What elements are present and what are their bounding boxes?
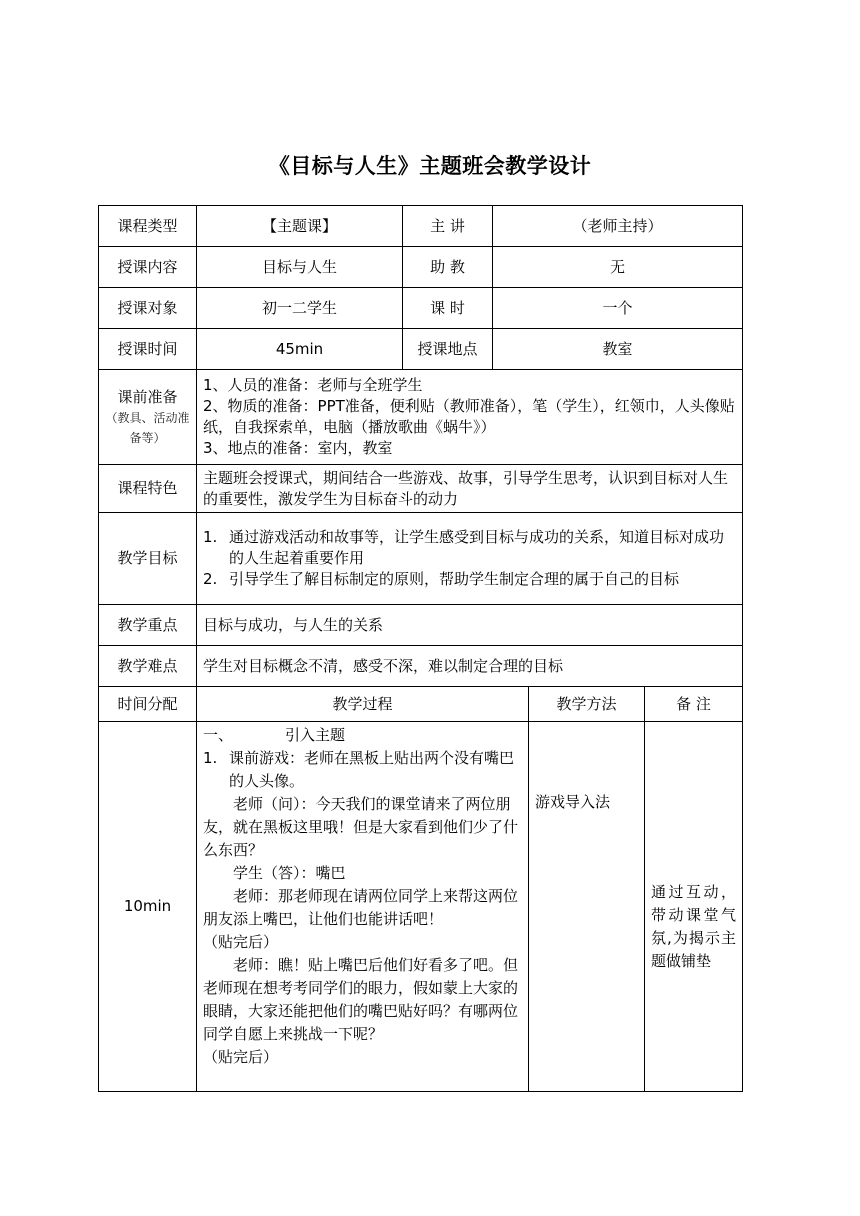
process-paragraph: （贴完后） — [203, 1048, 279, 1066]
hours-value: 一个 — [493, 288, 743, 329]
time-label: 授课时间 — [99, 329, 197, 370]
process-note-cell — [645, 722, 743, 1092]
row-content — [99, 247, 743, 288]
process-note: 通过互动，带动课堂气氛,为揭示主题做铺垫 — [651, 882, 737, 970]
content-value: 目标与人生 — [197, 247, 403, 288]
header-process: 教学过程 — [197, 687, 529, 722]
row-features — [99, 465, 743, 513]
row-time — [99, 329, 743, 370]
row-goals — [99, 513, 743, 605]
item-text: 课前游戏：老师在黑板上贴出两个没有嘴巴的人头像。 — [229, 749, 515, 790]
process-row — [99, 722, 743, 1092]
difficulty-text: 学生对目标概念不清，感受不深，难以制定合理的目标 — [197, 646, 743, 687]
place-label: 授课地点 — [403, 329, 493, 370]
course-type-label: 课程类型 — [99, 206, 197, 247]
key-point-text: 目标与成功，与人生的关系 — [197, 605, 743, 646]
section-title: 引入主题 — [285, 726, 346, 744]
row-difficulty — [99, 646, 743, 687]
process-header-row — [99, 687, 743, 722]
key-point-label: 教学重点 — [99, 605, 197, 646]
header-method: 教学方法 — [529, 687, 645, 722]
goals-label: 教学目标 — [99, 513, 197, 605]
time-value: 45min — [197, 329, 403, 370]
process-method: 游戏导入法 — [535, 793, 611, 811]
assistant-value: 无 — [493, 247, 743, 288]
process-method-cell — [529, 722, 645, 1092]
prep-line-1: 1、人员的准备：老师与全班学生 — [203, 376, 423, 394]
goal-text: 引导学生了解目标制定的原则，帮助学生制定合理的属于自己的目标 — [229, 570, 680, 588]
process-paragraph: 老师：瞧！贴上嘴巴后他们好看多了吧。但老师现在想考考同学们的眼力，假如蒙上大家的眼睛，大家还能把他们的嘴巴贴好吗？有哪两位同学自愿上来挑战一下呢？ — [203, 956, 519, 1043]
prep-label-cell — [99, 370, 197, 465]
row-key-point — [99, 605, 743, 646]
lecturer-label: 主 讲 — [403, 206, 493, 247]
process-content — [197, 722, 529, 1092]
features-text: 主题班会授课式，期间结合一些游戏、故事，引导学生思考，认识到目标对人生的重要性，激发学生为目标奋斗的动力 — [197, 465, 743, 513]
prep-sublabel: （教具、活动准备等） — [105, 410, 190, 445]
process-item — [203, 747, 522, 793]
goal-item — [203, 527, 736, 569]
prep-line-2: 2、物质的准备：PPT准备，便利贴（教师准备），笔（学生），红领巾，人头像贴纸，自我探索单，电脑（播放歌曲《蜗牛》） — [203, 397, 735, 436]
difficulty-label: 教学难点 — [99, 646, 197, 687]
features-label: 课程特色 — [99, 465, 197, 513]
document-title: 《目标与人生》主题班会教学设计 — [268, 154, 592, 178]
hours-label: 课 时 — [403, 288, 493, 329]
course-type-value: 【主题课】 — [197, 206, 403, 247]
row-course-type — [99, 206, 743, 247]
assistant-label: 助 教 — [403, 247, 493, 288]
content-label: 授课内容 — [99, 247, 197, 288]
place-value: 教室 — [493, 329, 743, 370]
process-paragraph: （贴完后） — [203, 933, 279, 951]
row-prep — [99, 370, 743, 465]
goal-num: 1. — [203, 528, 218, 546]
process-time: 10min — [99, 722, 197, 1092]
audience-label: 授课对象 — [99, 288, 197, 329]
prep-label: 课前准备 — [117, 387, 178, 406]
goals-content — [197, 513, 743, 605]
row-audience — [99, 288, 743, 329]
prep-content — [197, 370, 743, 465]
goal-text: 通过游戏活动和故事等，让学生感受到目标与成功的关系，知道目标对成功的人生起着重要作用 — [229, 528, 725, 567]
process-paragraph: 老师：那老师现在请两位同学上来帮这两位朋友添上嘴巴，让他们也能讲话吧！ — [203, 887, 519, 928]
process-paragraph: 老师（问）：今天我们的课堂请来了两位朋友，就在黑板这里哦！但是大家看到他们少了什么东西？ — [203, 795, 519, 859]
lecturer-value: （老师主持） — [493, 206, 743, 247]
lesson-plan-table — [98, 205, 743, 1092]
goal-num: 2. — [203, 570, 218, 588]
goal-item — [203, 569, 736, 590]
section-heading — [203, 724, 522, 747]
process-paragraph: 学生（答）：嘴巴 — [233, 864, 346, 882]
prep-line-3: 3、地点的准备：室内，教室 — [203, 439, 393, 457]
section-num: 一、 — [203, 726, 234, 744]
header-time: 时间分配 — [99, 687, 197, 722]
header-note: 备 注 — [645, 687, 743, 722]
item-num: 1. — [203, 749, 218, 767]
audience-value: 初一二学生 — [197, 288, 403, 329]
